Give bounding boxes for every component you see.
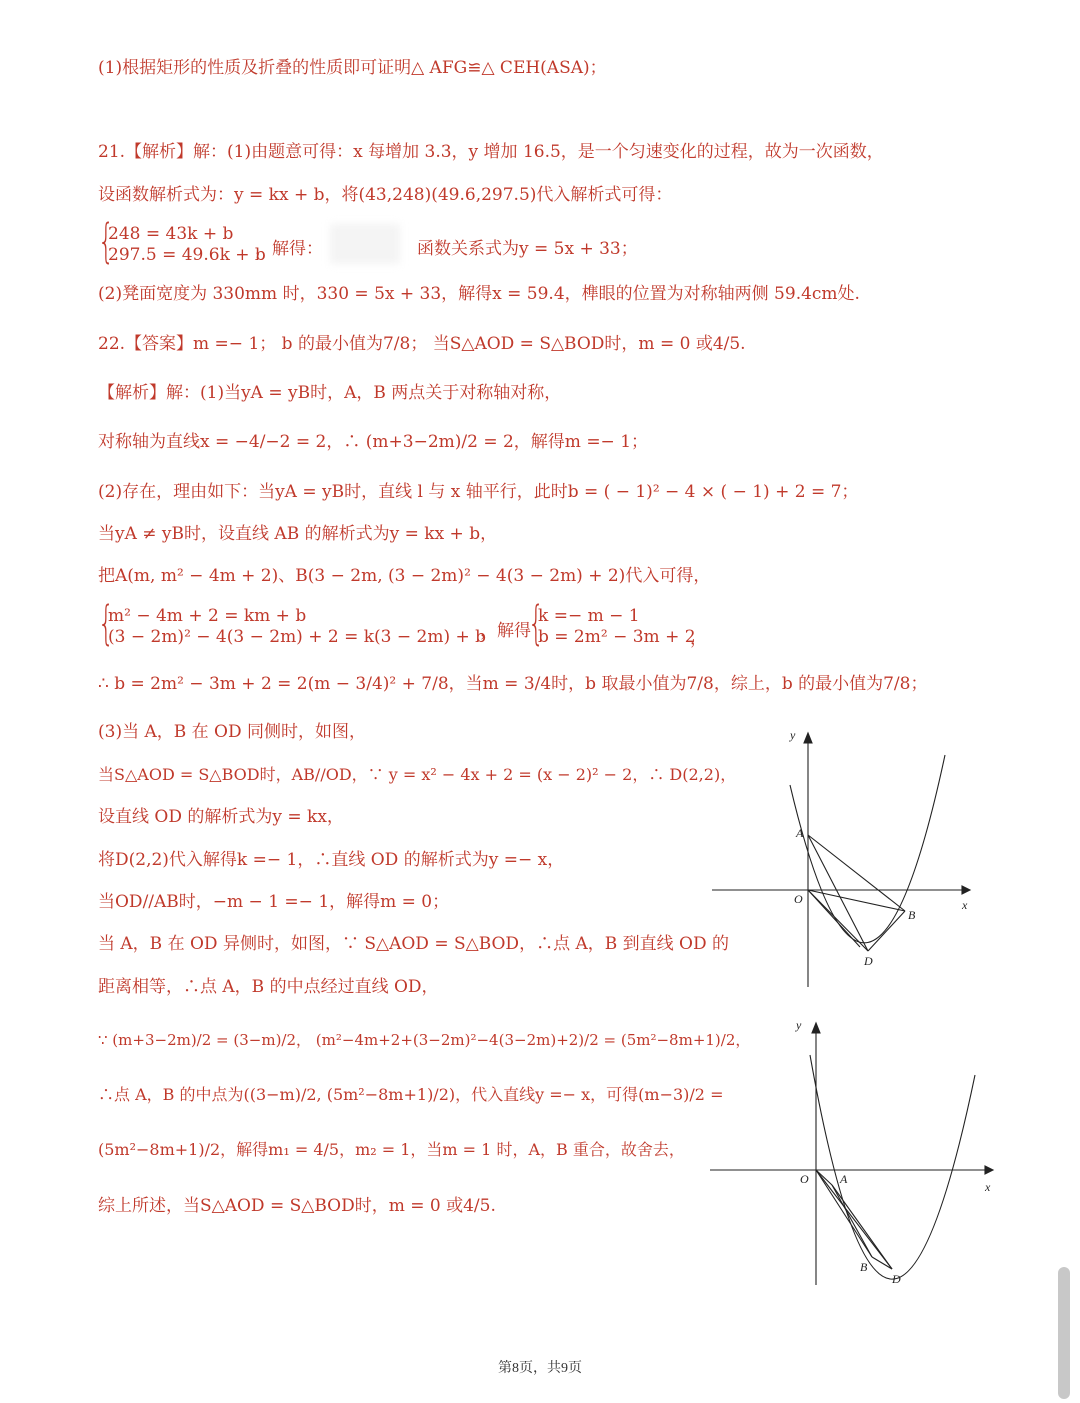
point-label: D (892, 1272, 901, 1286)
point-label: B (860, 1260, 868, 1274)
segment-ab (808, 835, 905, 911)
segment-ad (832, 1185, 892, 1269)
segment-oa-d (808, 890, 860, 947)
brace-icon: { (98, 214, 115, 268)
parabola (790, 755, 945, 943)
page-footer: 第8页，共9页 (498, 1361, 582, 1376)
figure-opposite-side (700, 1015, 1000, 1295)
text-line: 当S△AOD = S△BOD时，AB//OD，∵ y = x² − 4x + 2 = (x − 2)² − 2，∴ D(2,2)， (98, 765, 737, 784)
text-line: ∴ b = 2m² − 3m + 2 = 2(m − 3/4)² + 7/8，当m = 3/4时，b 取最小值为7/8，综上，b 的最小值为7/8； (98, 674, 928, 694)
point-label: A (796, 826, 804, 840)
text-line: ∵ (m+3−2m)/2 = (3−m)/2， (m²−4m+2+(3−2m)²−4(3−2m)+2)/2 = (5m²−8m+1)/2， (98, 1031, 751, 1049)
point-label: D (864, 954, 873, 968)
text-line: 【解析】解：(1)当yA = yB时，A，B 两点关于对称轴对称， (98, 383, 562, 403)
text-line: ，解得 (480, 621, 531, 641)
text-line: (5m²−8m+1)/2，解得m₁ = 4/5，m₂ = 1，当m = 1 时，A，B 重合，故舍去， (98, 1140, 685, 1159)
segment-ad (808, 835, 868, 951)
text-line: 对称轴为直线x = −4/−2 = 2，∴ (m+3−2m)/2 = 2，解得m =− 1； (98, 432, 649, 452)
text-line: (1)根据矩形的性质及折叠的性质即可证明△ AFG≌△ CEH(ASA)； (98, 58, 607, 78)
text-line: 22.【答案】m =− 1； b 的最小值为7/8； 当S△AOD = S△BOD时，m = 0 或4/5. (98, 334, 746, 354)
segment-bd (872, 1257, 892, 1269)
text-line: 将D(2,2)代入解得k =− 1，∴直线 OD 的解析式为y =− x， (98, 850, 565, 870)
segment-od (816, 1170, 892, 1269)
text-line: (2)凳面宽度为 330mm 时，330 = 5x + 33，解得x = 59.4，榫眼的位置为对称轴两侧 59.4cm处. (98, 284, 860, 304)
text-line: 设直线 OD 的解析式为y = kx， (98, 807, 344, 827)
text-line: 21.【解析】解：(1)由题意可得：x 每增加 3.3，y 增加 16.5，是一个匀速变化的过程，故为一次函数， (98, 142, 884, 162)
x-axis-arrow-icon (962, 886, 970, 894)
text-line: ∴点 A，B 的中点为((3−m)/2, (5m²−8m+1)/2)，代入直线y =− x，可得(m−3)/2 = (98, 1085, 724, 1104)
y-axis-arrow-icon (804, 733, 812, 743)
brace-icon: { (528, 596, 545, 650)
axis-label-y: y (790, 728, 796, 742)
text-line: 函数关系式为y = 5x + 33； (417, 239, 638, 259)
axis-label-y: y (796, 1018, 802, 1032)
text-line: (2)存在，理由如下：当yA = yB时，直线 l 与 x 轴平行，此时b = ( − 1)² − 4 × ( − 1) + 2 = 7； (98, 482, 859, 502)
point-label: A (840, 1172, 848, 1186)
parabola (810, 1055, 975, 1279)
equation-line: (3 − 2m)² − 4(3 − 2m) + 2 = k(3 − 2m) + b (108, 627, 487, 647)
text-line: 当yA ≠ yB时，设直线 AB 的解析式为y = kx + b， (98, 524, 498, 544)
equation-line: b = 2m² − 3m + 2 (538, 627, 696, 647)
equation-line: m² − 4m + 2 = km + b (108, 606, 307, 626)
x-axis-arrow-icon (985, 1166, 993, 1174)
text-line: 距离相等，∴点 A，B 的中点经过直线 OD， (98, 977, 439, 997)
equation-line: 248 = 43k + b (108, 224, 234, 244)
axis-label-x: x (985, 1180, 991, 1194)
equation-line: k =− m − 1 (538, 606, 640, 626)
text-line: (3)当 A，B 在 OD 同侧时，如图， (98, 722, 367, 742)
equation-line: 297.5 = 49.6k + b (108, 245, 266, 265)
axis-label-x: x (962, 898, 968, 912)
point-label: O (800, 1172, 809, 1186)
brace-icon: { (98, 596, 115, 650)
text-line: 当OD//AB时，−m − 1 =− 1，解得m = 0； (98, 892, 450, 912)
point-label: O (794, 892, 803, 906)
scrollbar-thumb[interactable] (1058, 1267, 1070, 1399)
y-axis-arrow-icon (812, 1023, 820, 1033)
text-line: ，解得： (255, 239, 323, 259)
text-line: 综上所述，当S△AOD = S△BOD时，m = 0 或4/5. (98, 1196, 496, 1216)
point-label: B (908, 908, 916, 922)
segment-ab (832, 1185, 872, 1257)
blurred-region (330, 224, 400, 264)
segment-bd (868, 911, 905, 951)
text-line: 设函数解析式为：y = kx + b，将(43,248)(49.6,297.5)代入解析式可得： (98, 185, 673, 205)
text-line: 把A(m, m² − 4m + 2)、B(3 − 2m, (3 − 2m)² − 4(3 − 2m) + 2)代入可得， (98, 566, 711, 586)
text-line: 当 A，B 在 OD 异侧时，如图，∵ S△AOD = S△BOD，∴点 A，B 到直线 OD 的 (98, 934, 730, 954)
text-line: ， (690, 629, 707, 649)
segment-ob (808, 890, 905, 911)
figure-same-side (700, 725, 980, 995)
